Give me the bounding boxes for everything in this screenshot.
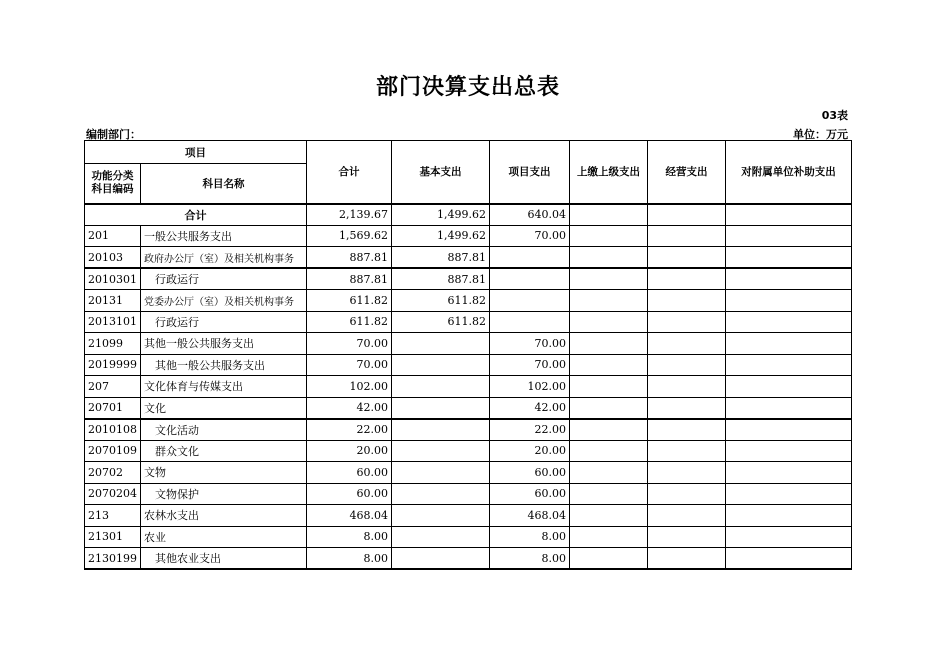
total-cell: 60.00 [307, 483, 392, 505]
basic-cell: 887.81 [392, 247, 490, 269]
upper-cell [570, 462, 648, 484]
total-cell: 887.81 [307, 268, 392, 290]
table-row [85, 483, 852, 505]
table-row [85, 225, 852, 247]
upper-cell [570, 376, 648, 398]
basic-cell: 1,499.62 [392, 204, 490, 226]
header-item: 项目 [85, 141, 307, 164]
project-cell: 8.00 [490, 526, 570, 548]
business-cell [648, 268, 726, 290]
total-cell: 468.04 [307, 505, 392, 527]
code-cell: 207 [85, 376, 141, 398]
subsidy-cell [726, 526, 852, 548]
basic-cell [392, 462, 490, 484]
subject-name-cell: 文物保护 [141, 483, 307, 505]
project-cell: 60.00 [490, 483, 570, 505]
total-cell: 20.00 [307, 440, 392, 462]
business-cell [648, 548, 726, 570]
unit-label: 单位：万元 [793, 128, 848, 141]
project-cell [490, 311, 570, 333]
business-cell [648, 333, 726, 355]
business-cell [648, 247, 726, 269]
business-cell [648, 354, 726, 376]
basic-cell [392, 376, 490, 398]
project-cell: 468.04 [490, 505, 570, 527]
table-row [85, 419, 852, 441]
code-cell: 21099 [85, 333, 141, 355]
subject-name-cell: 党委办公厅（室）及相关机构事务 [141, 290, 307, 312]
table-row [85, 333, 852, 355]
subsidy-cell [726, 419, 852, 441]
basic-cell [392, 333, 490, 355]
total-cell: 22.00 [307, 419, 392, 441]
code-cell: 2013101 [85, 311, 141, 333]
code-cell: 213 [85, 505, 141, 527]
project-cell: 22.00 [490, 419, 570, 441]
project-cell: 60.00 [490, 462, 570, 484]
basic-cell: 1,499.62 [392, 225, 490, 247]
basic-cell: 611.82 [392, 290, 490, 312]
total-cell: 611.82 [307, 311, 392, 333]
total-cell: 60.00 [307, 462, 392, 484]
basic-cell: 887.81 [392, 268, 490, 290]
upper-cell [570, 290, 648, 312]
subsidy-cell [726, 333, 852, 355]
table-row [85, 247, 852, 269]
subsidy-cell [726, 397, 852, 419]
business-cell [648, 462, 726, 484]
business-cell [648, 204, 726, 226]
business-cell [648, 526, 726, 548]
subject-name-cell: 一般公共服务支出 [141, 225, 307, 247]
header-upper: 上缴上级支出 [570, 141, 648, 204]
project-cell: 640.04 [490, 204, 570, 226]
total-cell: 2,139.67 [307, 204, 392, 226]
subsidy-cell [726, 505, 852, 527]
code-cell: 2070204 [85, 483, 141, 505]
subject-name-cell: 群众文化 [141, 440, 307, 462]
project-cell: 8.00 [490, 548, 570, 570]
basic-cell [392, 397, 490, 419]
business-cell [648, 483, 726, 505]
subject-name-cell: 文化活动 [141, 419, 307, 441]
expenditure-table [84, 140, 852, 570]
upper-cell [570, 505, 648, 527]
table-row [85, 397, 852, 419]
header-func-code-line2: 科目编码 [91, 183, 134, 196]
header-total: 合计 [307, 141, 392, 204]
subsidy-cell [726, 225, 852, 247]
table-number: 03表 [821, 109, 848, 122]
table-row [85, 290, 852, 312]
subsidy-cell [726, 354, 852, 376]
business-cell [648, 440, 726, 462]
upper-cell [570, 526, 648, 548]
header-subject-name: 科目名称 [141, 164, 307, 204]
basic-cell [392, 419, 490, 441]
total-cell: 887.81 [307, 247, 392, 269]
subject-name-cell: 其他一般公共服务支出 [141, 333, 307, 355]
total-cell: 42.00 [307, 397, 392, 419]
total-cell: 1,569.62 [307, 225, 392, 247]
project-cell: 20.00 [490, 440, 570, 462]
subsidy-cell [726, 548, 852, 570]
subsidy-cell [726, 440, 852, 462]
table-row [85, 505, 852, 527]
upper-cell [570, 268, 648, 290]
subsidy-cell [726, 483, 852, 505]
total-cell: 8.00 [307, 526, 392, 548]
table-row [85, 462, 852, 484]
subject-name-cell: 其他农业支出 [141, 548, 307, 570]
project-cell: 70.00 [490, 333, 570, 355]
business-cell [648, 376, 726, 398]
business-cell [648, 311, 726, 333]
basic-cell [392, 440, 490, 462]
subject-name-cell: 行政运行 [141, 268, 307, 290]
total-cell: 70.00 [307, 354, 392, 376]
code-cell: 20702 [85, 462, 141, 484]
code-cell: 201 [85, 225, 141, 247]
total-cell: 70.00 [307, 333, 392, 355]
basic-cell [392, 354, 490, 376]
table-row [85, 526, 852, 548]
upper-cell [570, 247, 648, 269]
table-row [85, 354, 852, 376]
upper-cell [570, 204, 648, 226]
upper-cell [570, 225, 648, 247]
upper-cell [570, 483, 648, 505]
subsidy-cell [726, 247, 852, 269]
project-cell: 70.00 [490, 354, 570, 376]
basic-cell [392, 548, 490, 570]
subject-name-cell: 农林水支出 [141, 505, 307, 527]
table-row [85, 440, 852, 462]
subsidy-cell [726, 376, 852, 398]
business-cell [648, 397, 726, 419]
upper-cell [570, 548, 648, 570]
upper-cell [570, 311, 648, 333]
header-business: 经营支出 [648, 141, 726, 204]
table-row [85, 311, 852, 333]
subject-name-cell: 文化体育与传媒支出 [141, 376, 307, 398]
total-row [85, 204, 852, 226]
table-row [85, 268, 852, 290]
upper-cell [570, 440, 648, 462]
code-cell: 2010301 [85, 268, 141, 290]
header-project: 项目支出 [490, 141, 570, 204]
table-row [85, 376, 852, 398]
subject-name-cell: 文化 [141, 397, 307, 419]
header-func-code [85, 164, 141, 204]
upper-cell [570, 333, 648, 355]
business-cell [648, 225, 726, 247]
project-cell [490, 247, 570, 269]
code-cell: 20103 [85, 247, 141, 269]
table-row [85, 548, 852, 570]
department-label: 编制部门： [86, 128, 141, 141]
business-cell [648, 290, 726, 312]
upper-cell [570, 354, 648, 376]
total-cell: 102.00 [307, 376, 392, 398]
subsidy-cell [726, 204, 852, 226]
subject-name-cell: 农业 [141, 526, 307, 548]
code-cell: 2019999 [85, 354, 141, 376]
basic-cell: 611.82 [392, 311, 490, 333]
project-cell: 70.00 [490, 225, 570, 247]
page-title: 部门决算支出总表 [375, 75, 560, 100]
upper-cell [570, 397, 648, 419]
basic-cell [392, 505, 490, 527]
code-cell: 2010108 [85, 419, 141, 441]
total-cell: 611.82 [307, 290, 392, 312]
business-cell [648, 419, 726, 441]
header-basic: 基本支出 [392, 141, 490, 204]
header-func-code-line1: 功能分类 [91, 170, 134, 183]
code-cell: 21301 [85, 526, 141, 548]
total-cell: 8.00 [307, 548, 392, 570]
subsidy-cell [726, 462, 852, 484]
subsidy-cell [726, 290, 852, 312]
total-label: 合计 [85, 204, 307, 226]
subject-name-cell: 政府办公厅（室）及相关机构事务 [141, 247, 307, 269]
subsidy-cell [726, 311, 852, 333]
subject-name-cell: 行政运行 [141, 311, 307, 333]
header-subsidy: 对附属单位补助支出 [726, 141, 852, 204]
basic-cell [392, 483, 490, 505]
code-cell: 2070109 [85, 440, 141, 462]
project-cell: 102.00 [490, 376, 570, 398]
upper-cell [570, 419, 648, 441]
project-cell: 42.00 [490, 397, 570, 419]
business-cell [648, 505, 726, 527]
subject-name-cell: 其他一般公共服务支出 [141, 354, 307, 376]
project-cell [490, 290, 570, 312]
code-cell: 20131 [85, 290, 141, 312]
code-cell: 20701 [85, 397, 141, 419]
subject-name-cell: 文物 [141, 462, 307, 484]
code-cell: 2130199 [85, 548, 141, 570]
subsidy-cell [726, 268, 852, 290]
project-cell [490, 268, 570, 290]
basic-cell [392, 526, 490, 548]
